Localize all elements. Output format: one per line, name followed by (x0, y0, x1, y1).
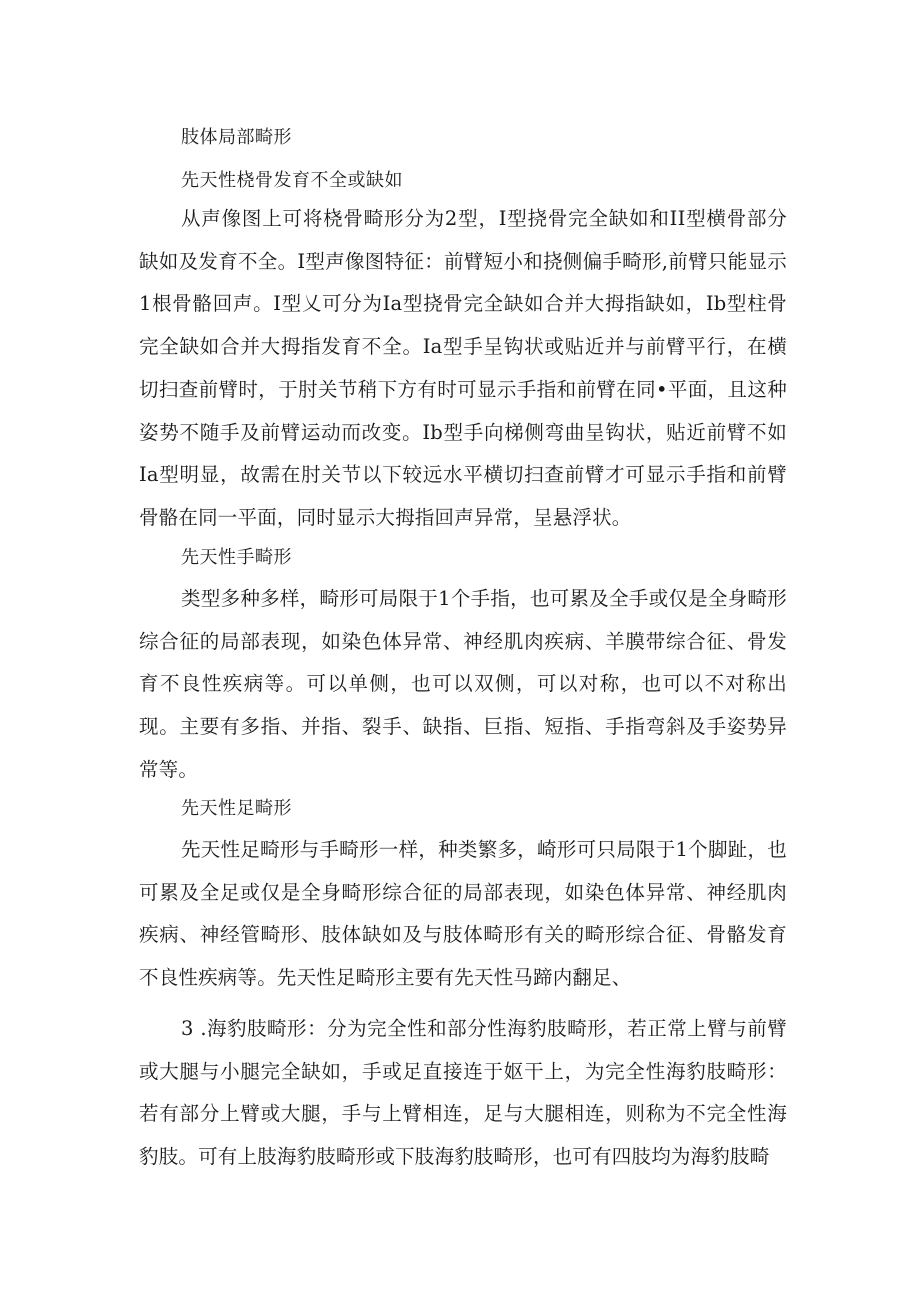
section-heading-limb-deformity: 肢体局部畸形 (181, 127, 292, 148)
paragraph-phocomelia: 3 .海豹肢畸形：分为完全性和部分性海豹肢畸形，若正常上臂与前臂或大腿与小腿完全缺如，手或足直接连于妪干上，为完全性海豹肢畸形：若有部分上臂或大腿，手与上臂相连，足与大腿相连，则称为不完全性海豹肢。可有上肢海豹肢畸形或下肢海豹肢畸形，也可有四肢均为海豹肢畸 (139, 1017, 787, 1169)
paragraph-foot-deformity: 先天性足畸形与手畸形一样，种类繁多，崎形可只局限于1个脚趾，也可累及全足或仅是全身畸形综合征的局部表现，如染色体异常、神经肌肉疾病、神经管畸形、肢体缺如及与肢体畸形有关的畸形综合征、骨骼发育不良性疾病等。先天性足畸形主要有先天性马蹄内翻足、 (139, 838, 787, 990)
section-heading-foot-deformity: 先天性足畸形 (181, 798, 292, 819)
paragraph-radius-dysplasia: 从声像图上可将桡骨畸形分为2型，I型挠骨完全缺如和II型横骨部分缺如及发育不全。I型声像图特征：前臂短小和挠侧偏手畸形,前臂只能显示1根骨骼回声。I型乂可分为Ia型挠骨完全缺如合并大拇指缺如，Ib型柱骨完全缺如合并大拇指发育不全。Ia型手呈钩状或贴近并与前臂平行，在横切扫查前臂时，于肘关节稍下方有时可显示手指和前臂在同•平面，且这种姿势不随手及前臂运动而改变。Ib型手向梯侧弯曲呈钩状，贴近前臂不如Ia型明显，故需在肘关节以下较远水平横切扫查前臂才可显示手指和前臂骨骼在同一平面，同时显示大拇指回声异常，呈悬浮状。 (139, 207, 787, 529)
section-heading-hand-deformity: 先天性手畸形 (181, 547, 292, 568)
paragraph-hand-deformity: 类型多种多样，畸形可局限于1个手指，也可累及全手或仅是全身畸形综合征的局部表现，如染色体异常、神经肌肉疾病、羊膜带综合征、骨发育不良性疾病等。可以单侧，也可以双侧，可以对称，也可以不对称出现。主要有多指、并指、裂手、缺指、巨指、短指、手指弯斜及手姿势异常等。 (139, 587, 787, 781)
section-heading-radius-dysplasia: 先天性桡骨发育不全或缺如 (181, 170, 403, 191)
